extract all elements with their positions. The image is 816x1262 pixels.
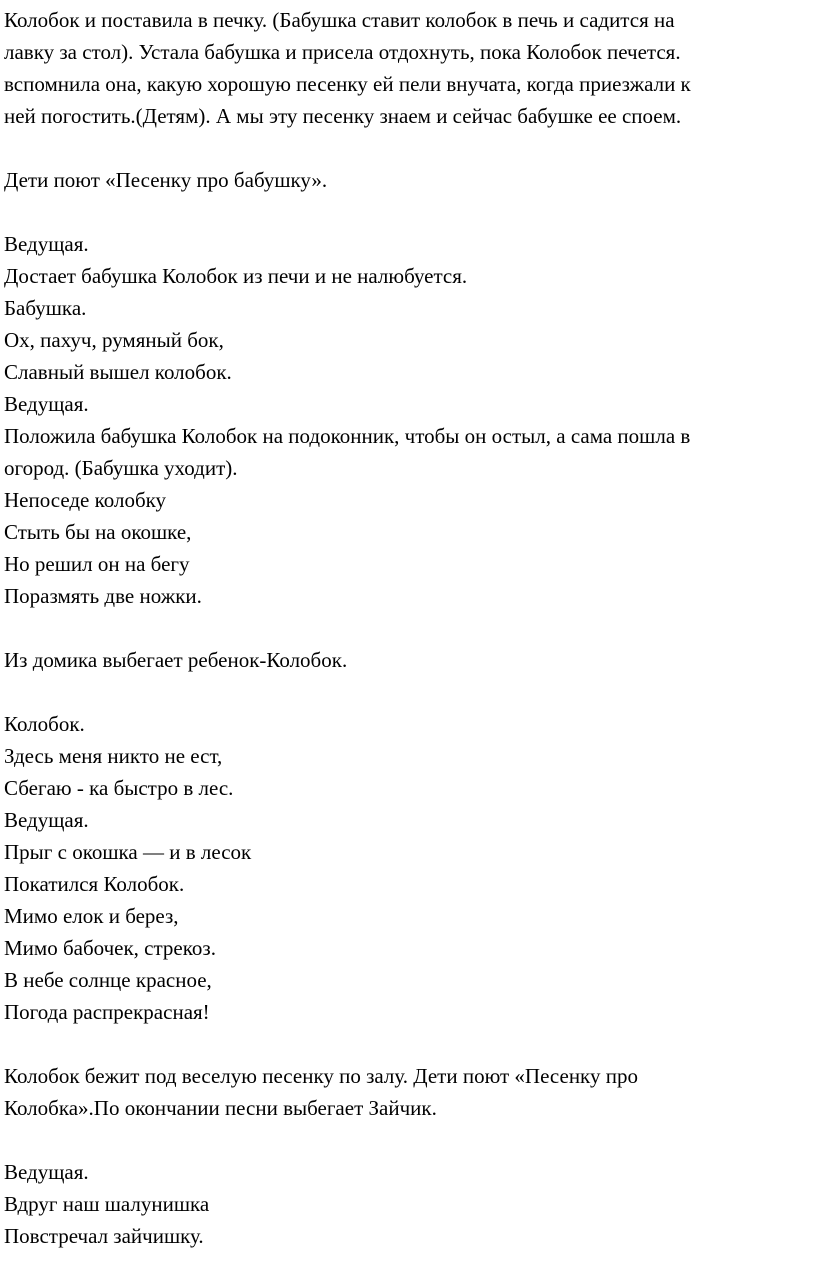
speaker-label: Ведущая. [4,1160,89,1184]
verse-line: Непоседе колобку [4,488,167,512]
verse-line: Сбегаю - ка быстро в лес. [4,776,234,800]
verse-line: Поразмять две ножки. [4,584,202,608]
speaker-label: Ведущая. [4,232,89,256]
text-line: лавку за стол). Устала бабушка и присела отдохнуть, пока Колобок печется. [4,40,681,64]
text-line: ней погостить.(Детям). А мы эту песенку знаем и сейчас бабушке ее споем. [4,104,682,128]
blank-line [4,612,816,644]
text-line: Колобок бежит под веселую песенку по залу. Дети поют «Песенку про [4,1064,638,1088]
speaker-label: Ведущая. [4,392,89,416]
speaker-label: Колобок. [4,712,85,736]
text-line: Из домика выбегает ребенок-Колобок. [4,648,348,672]
verse-line: Вдруг наш шалунишка [4,1192,210,1216]
verse-line: Славный вышел колобок. [4,360,232,384]
verse-line: Погода распрекрасная! [4,1000,210,1024]
text-line: Положила бабушка Колобок на подоконник, чтобы он остыл, а сама пошла в [4,424,691,448]
text-line: Колобка».По окончании песни выбегает Зайчик. [4,1096,437,1120]
blank-line [4,132,816,164]
verse-line: Стыть бы на окошке, [4,520,192,544]
verse-line: Повстречал зайчишку. [4,1224,204,1248]
speaker-label: Бабушка. [4,296,87,320]
blank-line [4,1124,816,1156]
blank-line [4,1028,816,1060]
verse-line: Покатился Колобок. [4,872,185,896]
verse-line: Мимо бабочек, стрекоз. [4,936,216,960]
speaker-label: Ведущая. [4,808,89,832]
blank-line [4,676,816,708]
text-line: Достает бабушка Колобок из печи и не налюбуется. [4,264,468,288]
text-line: Дети поют «Песенку про бабушку». [4,168,328,192]
text-line: огород. (Бабушка уходит). [4,456,238,480]
verse-line: Мимо елок и берез, [4,904,179,928]
text-line: Колобок и поставила в печку. (Бабушка ставит колобок в печь и садится на [4,8,675,32]
text-line: вспомнила она, какую хорошую песенку ей пели внучата, когда приезжали к [4,72,691,96]
verse-line: Ох, пахуч, румяный бок, [4,328,224,352]
verse-line: Здесь меня никто не ест, [4,744,223,768]
verse-line: В небе солнце красное, [4,968,212,992]
blank-line [4,196,816,228]
verse-line: Прыг с окошка — и в лесок [4,840,252,864]
verse-line: Но решил он на бегу [4,552,190,576]
